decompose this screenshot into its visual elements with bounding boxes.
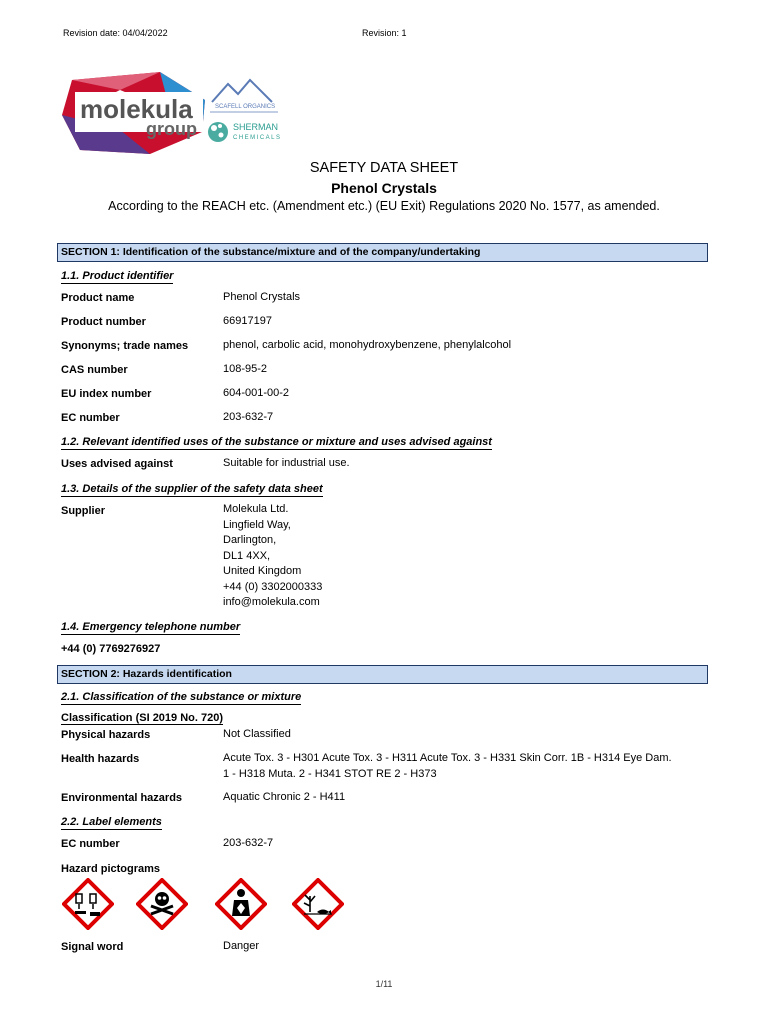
section-1-heading: SECTION 1: Identification of the substance/mixture and of the company/undertaking — [57, 243, 708, 262]
supplier-line: Lingfield Way, — [223, 518, 291, 531]
corrosion-icon — [62, 878, 114, 930]
health-hazard-icon — [215, 878, 267, 930]
supplier-line: DL1 4XX, — [223, 549, 271, 562]
physical-hazards-label: Physical hazards — [61, 729, 151, 741]
product-number-value: 66917197 — [223, 315, 272, 327]
signal-word-value: Danger — [223, 940, 260, 952]
svg-text:SCAFELL ORGANICS: SCAFELL ORGANICS — [215, 104, 276, 110]
supplier-line: Molekula Ltd. — [223, 503, 289, 515]
subsection-2-2: 2.2. Label elements — [61, 816, 162, 828]
company-logos — [60, 70, 300, 154]
supplier-line: United Kingdom — [223, 565, 302, 577]
ec-number-label: EC number — [61, 412, 120, 424]
environment-icon — [292, 878, 344, 930]
svg-text:group: group — [146, 119, 197, 139]
eu-index-label: EU index number — [61, 388, 152, 400]
subsection-1-3: 1.3. Details of the supplier of the safety data sheet — [61, 483, 323, 495]
physical-hazards-value: Not Classified — [223, 728, 291, 740]
supplier-phone: +44 (0) 3302000333 — [223, 580, 323, 593]
subsection-1-2: 1.2. Relevant identified uses of the substance or mixture and uses advised against — [61, 436, 492, 448]
section-2-heading: SECTION 2: Hazards identification — [57, 665, 708, 684]
environmental-hazards-value: Aquatic Chronic 2 - H411 — [223, 791, 346, 803]
health-hazards-line: 1 - H318 Muta. 2 - H341 STOT RE 2 - H373 — [223, 767, 437, 780]
product-title: Phenol Crystals — [331, 180, 437, 196]
uses-label: Uses advised against — [61, 458, 173, 470]
synonyms-label: Synonyms; trade names — [61, 340, 189, 352]
supplier-email: info@molekula.com — [223, 596, 320, 608]
revision-number: Revision: 1 — [362, 28, 407, 38]
supplier-label: Supplier — [61, 505, 106, 517]
product-name-value: Phenol Crystals — [223, 291, 301, 303]
ec-number-label-2: EC number — [61, 838, 120, 850]
revision-date: Revision date: 04/04/2022 — [63, 28, 168, 38]
cas-label: CAS number — [61, 364, 128, 376]
health-hazards-value — [223, 751, 713, 782]
hazard-pictograms-label: Hazard pictograms — [61, 863, 161, 875]
regulation-text: According to the REACH etc. (Amendment etc.) (EU Exit) Regulations 2020 No. 1577, as amended. — [108, 199, 660, 213]
subsection-2-1: 2.1. Classification of the substance or mixture — [61, 691, 302, 703]
health-hazards-label: Health hazards — [61, 753, 140, 765]
ec-number-value: 203-632-7 — [223, 411, 274, 423]
emergency-phone: +44 (0) 7769276927 — [61, 643, 161, 655]
product-name-label: Product name — [61, 292, 135, 304]
svg-text:CHEMICALS: CHEMICALS — [233, 135, 282, 141]
signal-word-label: Signal word — [61, 941, 124, 953]
document-title: SAFETY DATA SHEET — [309, 160, 459, 176]
subsection-1-1: 1.1. Product identifier — [61, 270, 174, 282]
svg-text:SHERMAN: SHERMAN — [233, 122, 279, 132]
page-number: 1/11 — [375, 979, 393, 989]
eu-index-value: 604-001-00-2 — [223, 387, 290, 399]
skull-crossbones-icon — [136, 878, 188, 930]
supplier-address — [223, 502, 322, 611]
synonyms-value: phenol, carbolic acid, monohydroxybenzene, phenylalcohol — [223, 339, 512, 351]
cas-value: 108-95-2 — [223, 363, 268, 375]
uses-value: Suitable for industrial use. — [223, 457, 350, 469]
environmental-hazards-label: Environmental hazards — [61, 792, 183, 804]
health-hazards-line: Acute Tox. 3 - H301 Acute Tox. 3 - H311 Acute Tox. 3 - H331 Skin Corr. 1B - H314 Eye Dam. — [223, 752, 672, 764]
svg-text:molekula: molekula — [80, 94, 193, 124]
ec-number-value-2: 203-632-7 — [223, 837, 274, 849]
product-number-label: Product number — [61, 316, 146, 328]
classification-label: Classification (SI 2019 No. 720) — [61, 712, 224, 724]
subsection-1-4: 1.4. Emergency telephone number — [61, 621, 241, 633]
molekula-logo — [60, 70, 300, 154]
supplier-line: Darlington, — [223, 534, 277, 546]
